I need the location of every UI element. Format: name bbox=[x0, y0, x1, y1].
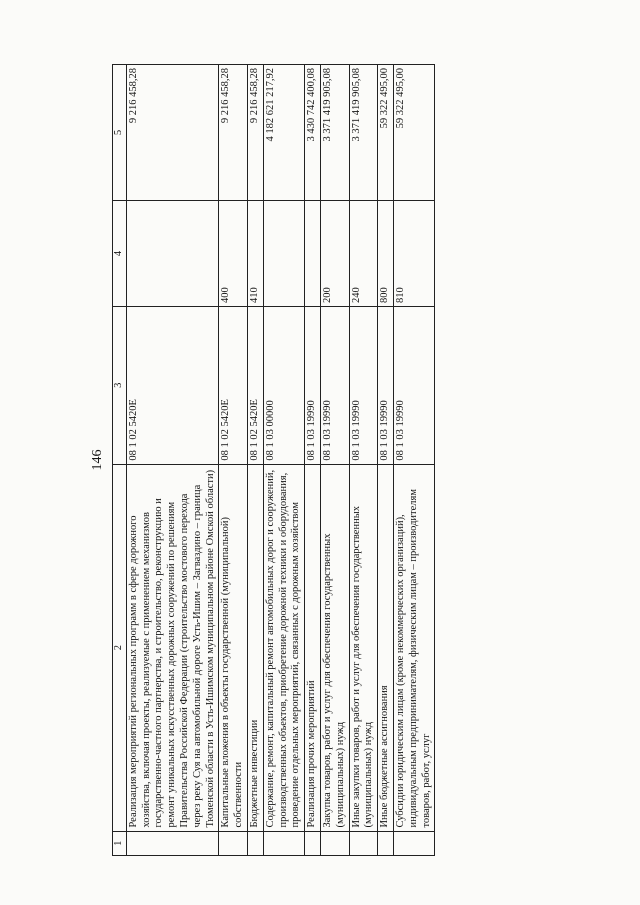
page-number: 146 bbox=[90, 449, 105, 471]
table-row bbox=[126, 65, 219, 856]
row-name: Бюджетные инвестиции bbox=[247, 464, 263, 831]
table-row bbox=[349, 65, 378, 856]
row-type: 800 bbox=[378, 200, 394, 306]
table-row bbox=[305, 65, 321, 856]
row-code: 08 1 02 5420Е bbox=[219, 306, 248, 464]
row-amount: 9 216 458,28 bbox=[247, 65, 263, 201]
row-index-cell bbox=[320, 831, 349, 855]
row-amount: 59 322 495,00 bbox=[378, 65, 394, 201]
table-row bbox=[247, 65, 263, 856]
row-name: Иные бюджетные ассигнования bbox=[378, 464, 394, 831]
budget-table bbox=[112, 64, 435, 856]
header-col-5: 5 bbox=[113, 65, 127, 201]
row-type: 240 bbox=[349, 200, 378, 306]
table-row bbox=[378, 65, 394, 856]
row-amount: 3 371 419 905,08 bbox=[349, 65, 378, 201]
row-amount: 3 371 419 905,08 bbox=[320, 65, 349, 201]
row-name: Иные закупки товаров, работ и услуг для обеспечения государственных (муниципальных) нужд bbox=[349, 464, 378, 831]
row-code: 08 1 03 19990 bbox=[378, 306, 394, 464]
header-col-1: 1 bbox=[113, 831, 127, 855]
row-index-cell bbox=[378, 831, 394, 855]
table-row bbox=[320, 65, 349, 856]
header-row bbox=[113, 65, 127, 856]
row-name: Закупка товаров, работ и услуг для обеспечения государственных (муниципальных) нужд bbox=[320, 464, 349, 831]
header-col-2: 2 bbox=[113, 464, 127, 831]
row-index-cell bbox=[393, 831, 434, 855]
row-code: 08 1 03 19990 bbox=[305, 306, 321, 464]
row-type bbox=[305, 200, 321, 306]
row-name: Капитальные вложения в объекты государственной (муниципальной) собственности bbox=[219, 464, 248, 831]
row-type bbox=[126, 200, 219, 306]
header-col-4: 4 bbox=[113, 200, 127, 306]
row-amount: 9 216 458,28 bbox=[219, 65, 248, 201]
header-col-3: 3 bbox=[113, 306, 127, 464]
row-amount: 9 216 458,28 bbox=[126, 65, 219, 201]
row-amount: 4 182 621 217,92 bbox=[263, 65, 304, 201]
row-index-cell bbox=[126, 831, 219, 855]
table-row bbox=[219, 65, 248, 856]
row-amount: 3 430 742 400,08 bbox=[305, 65, 321, 201]
rotated-content bbox=[84, 64, 524, 856]
row-type bbox=[263, 200, 304, 306]
row-code: 08 1 02 5420Е bbox=[247, 306, 263, 464]
row-name: Содержание, ремонт, капитальный ремонт автомобильных дорог и сооружений, производственных объектов, приобретение дорожной техники и оборудования, проведение отдельных мероприятий, связанных с дорожным хозяйством bbox=[263, 464, 304, 831]
row-index-cell bbox=[219, 831, 248, 855]
row-index-cell bbox=[263, 831, 304, 855]
row-type: 410 bbox=[247, 200, 263, 306]
row-type: 200 bbox=[320, 200, 349, 306]
table-row bbox=[263, 65, 304, 856]
row-name: Субсидии юридическим лицам (кроме некоммерческих организаций), индивидуальным предпринимателям, физическим лицам – производителям товаров, работ, услуг bbox=[393, 464, 434, 831]
row-code: 08 1 02 5420Е bbox=[126, 306, 219, 464]
row-type: 400 bbox=[219, 200, 248, 306]
row-code: 08 1 03 19990 bbox=[393, 306, 434, 464]
row-name: Реализация мероприятий региональных программ в сфере дорожного хозяйства, включая проекты, реализуемые с применением механизмов государственно-частного партнерства, и строительство, реконструкцию и ремонт уникальных искусственных дорожных сооружений по решениям Правительства Российской Федерации (строительство мостового перехода через реку Суя на автомобильной дороге Усть-Ишим – Загваздино – граница Тюменской области в Усть-Ишимском муниципальном районе Омской области) bbox=[126, 464, 219, 831]
row-type: 810 bbox=[393, 200, 434, 306]
row-code: 08 1 03 19990 bbox=[349, 306, 378, 464]
table-row bbox=[393, 65, 434, 856]
row-amount: 59 322 495,00 bbox=[393, 65, 434, 201]
row-code: 08 1 03 00000 bbox=[263, 306, 304, 464]
row-code: 08 1 03 19990 bbox=[320, 306, 349, 464]
row-index-cell bbox=[247, 831, 263, 855]
row-index-cell bbox=[349, 831, 378, 855]
row-name: Реализация прочих мероприятий bbox=[305, 464, 321, 831]
row-index-cell bbox=[305, 831, 321, 855]
